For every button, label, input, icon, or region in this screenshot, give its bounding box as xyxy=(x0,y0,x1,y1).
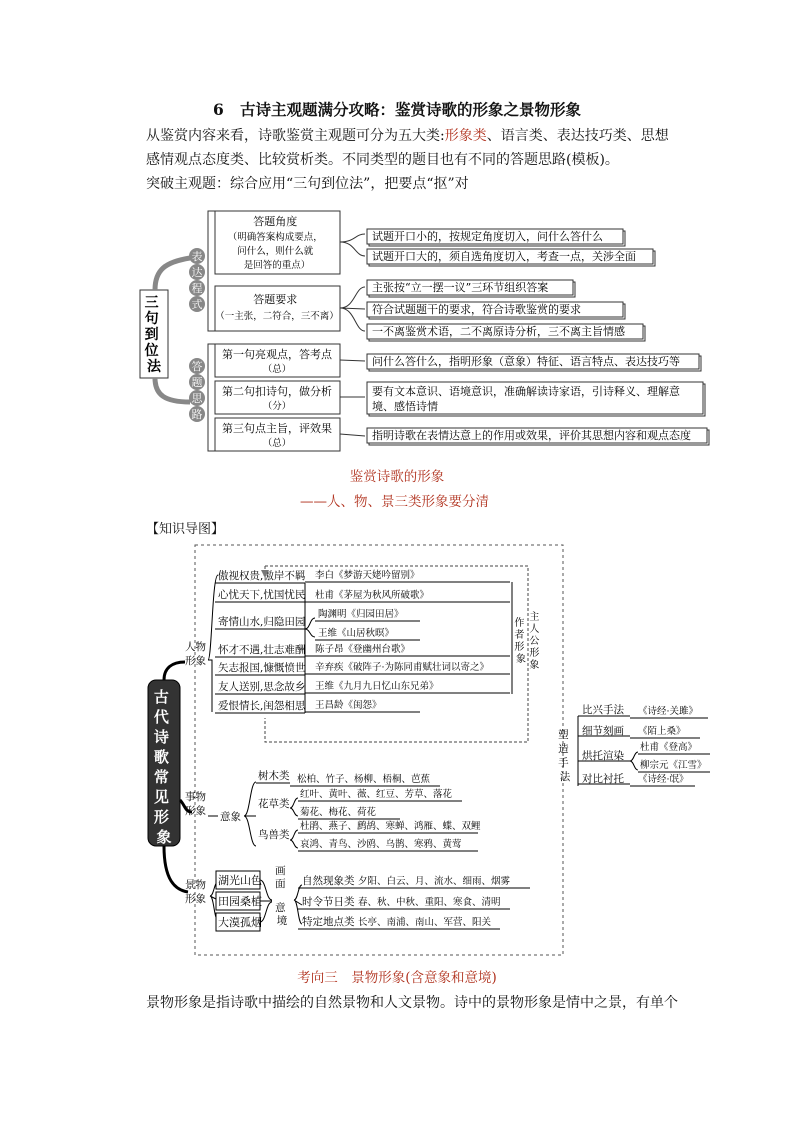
svg-text:对比衬托: 对比衬托 xyxy=(582,773,624,785)
people-row xyxy=(215,608,420,640)
svg-text:三 句 到 位 法 xyxy=(144,295,164,375)
knowledge-mind-map xyxy=(0,540,794,960)
requirement-item: 主张按“立一摆一议”三环节组织答案 xyxy=(372,281,549,294)
kaoxiang-heading: 考向三 景物形象(含意象和意境) xyxy=(297,970,497,986)
knowledge-map-label: 【知识导图】 xyxy=(146,522,225,537)
intro-line-3: 突破主观题：综合应用“三句到位法”，把要点“抠”对 xyxy=(146,176,469,192)
svg-text:人物形象: 人物形象 xyxy=(185,641,206,667)
svg-text:自然现象类: 自然现象类 xyxy=(302,875,355,887)
svg-text:寄情山水,归隐田园: 寄情山水,归隐田园 xyxy=(218,616,306,628)
svg-text:《陌上桑》: 《陌上桑》 xyxy=(638,726,686,737)
expr-char: 达 xyxy=(191,266,203,279)
closing-paragraph: 景物形象是指诗歌中描绘的自然景物和人文景物。诗中的景物形象是情中之景，有单个 xyxy=(146,995,678,1011)
svg-text:鸟兽类: 鸟兽类 xyxy=(258,829,290,841)
people-row xyxy=(215,661,510,675)
intro-paragraph xyxy=(146,124,706,196)
people-row xyxy=(215,569,510,583)
expr-char: 程 xyxy=(191,282,203,295)
intro-line-2: 感情观点态度类、比较赏析类。不同类型的题目也有不同的答题思路(模板)。 xyxy=(146,152,619,168)
svg-text:陈子昂《登幽州台歌》: 陈子昂《登幽州台歌》 xyxy=(315,644,411,655)
svg-text:答题角度 （明确答案构成要点， 问什么，则什: 答题角度 （明确答案构成要点， 问什么，则什么就 是回答的重点） xyxy=(227,215,323,271)
step-2-item: 要有文本意识、语境意识，准确解读诗家语，引诗释义、理解意 xyxy=(372,385,680,398)
svg-text:花草类: 花草类 xyxy=(258,798,290,810)
people-row xyxy=(215,699,420,713)
svg-text:答题要求 （一主张，二符合，三不离）: 答题要求 （一主张，二符合，三不离） xyxy=(215,293,339,322)
svg-text:第二句扣诗句，做分析（分）: 第二句扣诗句，做分析（分） xyxy=(222,385,332,412)
svg-text:陶渊明《归园田居》: 陶渊明《归园田居》 xyxy=(318,609,404,620)
arrow-to-expression xyxy=(155,258,190,290)
think-char: 答 xyxy=(191,360,203,373)
intro-line-1: 从鉴赏内容来看，诗歌鉴赏主观题可分为五大类:形象类、语言类、表达技巧类、思想 xyxy=(146,128,669,144)
svg-text:细节刻画: 细节刻画 xyxy=(582,725,624,737)
svg-text:《诗经·氓》: 《诗经·氓》 xyxy=(638,774,689,785)
svg-text:古 代 诗 歌 常: 古 代 诗 歌 常 见 形 象 xyxy=(153,688,172,846)
svg-text:柳宗元《江雪》: 柳宗元《江雪》 xyxy=(640,760,707,771)
angle-item: 试题开口大的，须自选角度切入，考查一点，关涉全面 xyxy=(372,250,636,263)
svg-text:王昌龄《闺怨》: 王昌龄《闺怨》 xyxy=(315,700,382,711)
svg-text:夕阳、白云、月、流水、细雨、烟雾: 夕阳、白云、月、流水、细雨、烟雾 xyxy=(358,876,511,887)
arrow-to-thinking xyxy=(155,378,190,402)
svg-text:心忧天下,忧国忧民: 心忧天下,忧国忧民 xyxy=(218,589,306,601)
svg-text:比兴手法: 比兴手法 xyxy=(582,704,624,716)
svg-text:烘托渲染: 烘托渲染 xyxy=(582,750,624,762)
svg-text:李白《梦游天姥吟留别》: 李白《梦游天姥吟留别》 xyxy=(315,570,420,581)
root-char: 法 xyxy=(147,359,161,375)
think-char: 题 xyxy=(191,376,203,389)
svg-text:特定地点类: 特定地点类 xyxy=(302,916,355,928)
svg-text:塑 造 手 法: 塑 造 手 法 xyxy=(558,729,571,783)
think-char: 路 xyxy=(191,408,203,421)
highlight-image-type: 形象类 xyxy=(444,128,487,144)
svg-text:松柏、竹子、杨柳、梧桐、芭蕉: 松柏、竹子、杨柳、梧桐、芭蕉 xyxy=(297,774,431,785)
svg-text:怀才不遇,壮志难酬: 怀才不遇,壮志难酬 xyxy=(218,644,306,656)
svg-text:长亭、南浦、南山、军营、阳关: 长亭、南浦、南山、军营、阳关 xyxy=(358,917,492,928)
title-number: 6 xyxy=(212,100,224,119)
scene-item: 田园桑植 xyxy=(218,895,262,908)
title-text: 古诗主观题满分攻略：鉴赏诗歌的形象之景物形象 xyxy=(239,100,581,119)
expr-char: 表 xyxy=(191,250,203,263)
svg-text:第三句点主旨，评效果（总）: 第三句点主旨，评效果（总） xyxy=(222,422,332,449)
step-3-item: 指明诗歌在表情达意上的作用或效果，评价其思想内容和观点态度 xyxy=(372,429,691,442)
requirement-item: 符合试题题干的要求，符合诗歌鉴赏的要求 xyxy=(372,303,581,316)
root-char: 到 xyxy=(144,327,159,343)
svg-text:哀鸿、青鸟、沙鸥、乌鹊、寒鸦、黄莺: 哀鸿、青鸟、沙鸥、乌鹊、寒鸦、黄莺 xyxy=(300,839,462,850)
step-2-item: 境、感悟诗情 xyxy=(372,400,438,413)
section-title-2: ——人、物、景三类形象要分清 xyxy=(300,494,489,510)
people-row xyxy=(215,680,510,694)
svg-text:第一句亮观点，答考点（总）: 第一句亮观点，答考点（总） xyxy=(222,348,332,375)
svg-text:爱恨情长,闺怨相思: 爱恨情长,闺怨相思 xyxy=(218,700,306,712)
requirement-item: 一不离鉴赏术语，二不离原诗分析，三不离主旨情感 xyxy=(372,325,625,338)
svg-text:王维《九月九日忆山东兄弟》: 王维《九月九日忆山东兄弟》 xyxy=(315,681,439,692)
people-row xyxy=(215,643,510,657)
svg-text:主 人 公 形 象: 主 人 公 形 象 作 者 形 象 xyxy=(514,612,540,671)
scene-item: 大漠孤烟 xyxy=(218,916,262,929)
svg-text:矢志报国,慷慨愤世: 矢志报国,慷慨愤世 xyxy=(218,662,306,674)
think-char: 思 xyxy=(191,392,203,405)
svg-text:春、秋、中秋、重阳、寒食、清明: 春、秋、中秋、重阳、寒食、清明 xyxy=(358,897,501,908)
svg-text:《诗经·关雎》: 《诗经·关雎》 xyxy=(638,706,699,717)
imagery-label: 意象 xyxy=(220,811,241,823)
people-row xyxy=(215,588,510,602)
expr-char: 式 xyxy=(191,298,203,311)
svg-text:杜鹃、燕子、鹧鸪、寒蝉、鸿雁、蝶、双鲤: 杜鹃、燕子、鹧鸪、寒蝉、鸿雁、蝶、双鲤 xyxy=(300,821,481,832)
svg-text:画 面 意 境: 画 面 意 境 xyxy=(275,865,288,927)
page-title xyxy=(0,98,794,120)
svg-text:事物形象: 事物形象 xyxy=(185,791,206,817)
svg-text:菊花、梅花、荷花: 菊花、梅花、荷花 xyxy=(300,807,377,818)
root-char: 位 xyxy=(144,343,159,359)
method-flow-diagram xyxy=(0,200,794,460)
svg-text:杜甫《茅屋为秋风所破歌》: 杜甫《茅屋为秋风所破歌》 xyxy=(315,590,430,601)
svg-text:红叶、黄叶、薇、红豆、芳草、落花: 红叶、黄叶、薇、红豆、芳草、落花 xyxy=(300,789,453,800)
step-1-item: 问什么答什么，指明形象（意象）特征、语言特点、表达技巧等 xyxy=(372,355,680,368)
root-char: 句 xyxy=(144,311,159,327)
section-title-1: 鉴赏诗歌的形象 xyxy=(349,469,445,485)
svg-text:时令节日类: 时令节日类 xyxy=(302,896,355,908)
root-char: 三 xyxy=(144,295,159,311)
svg-text:王维《山居秋暝》: 王维《山居秋暝》 xyxy=(318,628,395,639)
svg-text:树木类: 树木类 xyxy=(258,770,290,782)
angle-item: 试题开口小的，按规定角度切入，问什么答什么 xyxy=(372,230,603,243)
svg-text:景物形象: 景物形象 xyxy=(185,879,206,905)
scene-item: 湖光山色 xyxy=(218,874,262,887)
svg-text:辛弃疾《破阵子·为陈同甫赋壮词以寄之》: 辛弃疾《破阵子·为陈同甫赋壮词以寄之》 xyxy=(315,662,490,673)
svg-text:杜甫《登高》: 杜甫《登高》 xyxy=(640,742,698,753)
svg-text:友人送别,思念故乡: 友人送别,思念故乡 xyxy=(218,681,306,693)
svg-text:傲视权贵,傲岸不羁: 傲视权贵,傲岸不羁 xyxy=(218,570,306,582)
